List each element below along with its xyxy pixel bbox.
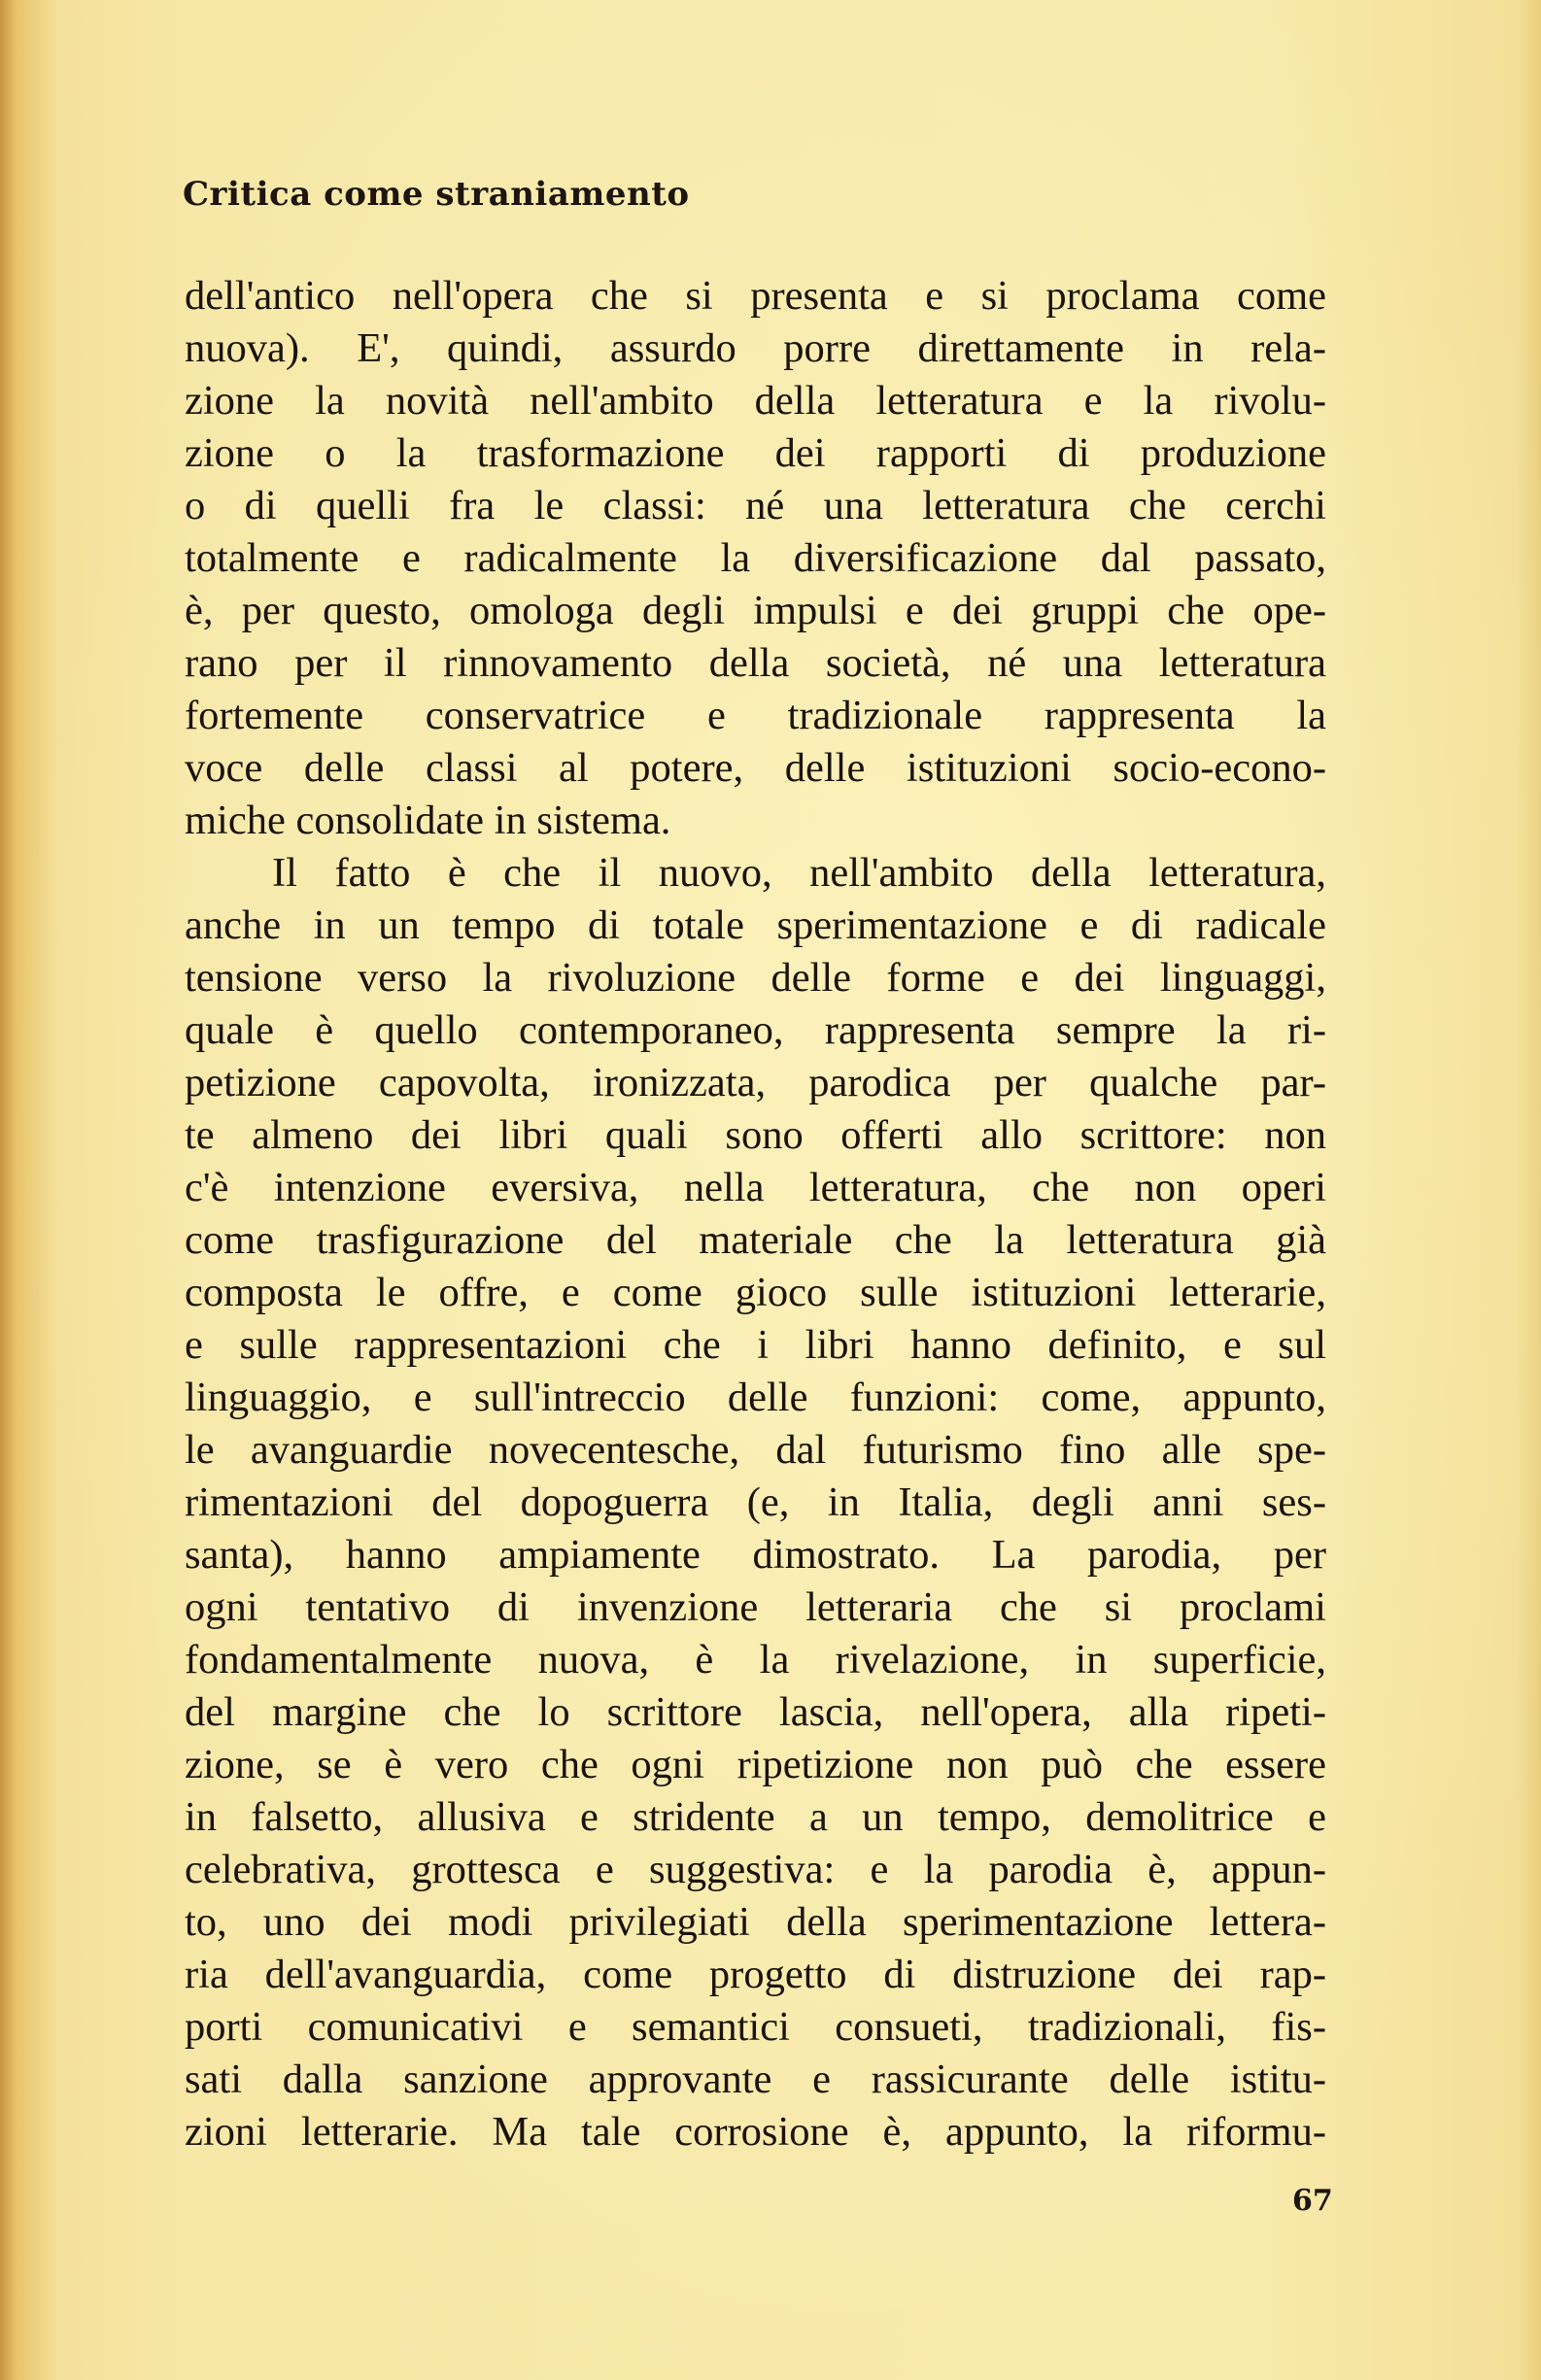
text-line: porti comunicativi e semantici consueti, tradizionali, fis- [185,2004,1326,2050]
text-line: fortemente conservatrice e tradizionale rappresenta la [185,693,1326,738]
text-line: quale è quello contemporaneo, rappresenta sempre la ri- [185,1007,1326,1053]
text-line: in falsetto, allusiva e stridente a un tempo, demolitrice e [185,1794,1326,1840]
text-line: dell'antico nell'opera che si presenta e si proclama come [185,273,1326,319]
text-line: totalmente e radicalmente la diversificazione dal passato, [185,535,1326,581]
paragraph-1 [185,270,1326,847]
text-line: rimentazioni del dopoguerra (e, in Italia, degli anni ses- [185,1479,1326,1525]
text-line: zione o la trasformazione dei rapporti di produzione [185,430,1326,476]
running-head: Critica come straniamento [183,175,690,214]
text-line: o di quelli fra le classi: né una letteratura che cerchi [185,483,1326,528]
text-line: zione, se è vero che ogni ripetizione non può che essere [185,1742,1326,1787]
text-line: rano per il rinnovamento della società, né una letteratura [185,640,1326,686]
text-line: zione la novità nell'ambito della letteratura e la rivolu- [185,378,1326,424]
text-line: Il fatto è che il nuovo, nell'ambito della letteratura, [272,850,1326,896]
text-line: nuova). E', quindi, assurdo porre direttamente in rela- [185,325,1326,371]
text-line: zioni letterarie. Ma tale corrosione è, appunto, la riformu- [185,2109,1326,2155]
page-number: 67 [1292,2184,1333,2218]
text-line: te almeno dei libri quali sono offerti allo scrittore: non [185,1112,1326,1158]
text-line: linguaggio, e sull'intreccio delle funzioni: come, appunto, [185,1375,1326,1420]
text-line: tensione verso la rivoluzione delle forme e dei linguaggi, [185,955,1326,1001]
text-line: fondamentalmente nuova, è la rivelazione, in superficie, [185,1637,1326,1683]
text-line: santa), hanno ampiamente dimostrato. La parodia, per [185,1532,1326,1578]
text-line: e sulle rappresentazioni che i libri hanno definito, e sul [185,1322,1326,1368]
text-line: c'è intenzione eversiva, nella letteratura, che non operi [185,1165,1326,1210]
text-line: è, per questo, omologa degli impulsi e dei gruppi che ope- [185,588,1326,633]
text-line: del margine che lo scrittore lascia, nell'opera, alla ripeti- [185,1689,1326,1735]
text-line: miche consolidate in sistema. [185,798,671,843]
text-line: ogni tentativo di invenzione letteraria che si proclami [185,1584,1326,1630]
text-line: celebrativa, grottesca e suggestiva: e la parodia è, appun- [185,1847,1326,1892]
text-line: anche in un tempo di totale sperimentazione e di radicale [185,902,1326,948]
text-line: le avanguardie novecentesche, dal futurismo fino alle spe- [185,1427,1326,1473]
text-line: come trasfigurazione del materiale che la letteratura già [185,1217,1326,1263]
text-line: composta le offre, e come gioco sulle istituzioni letterarie, [185,1270,1326,1315]
body-text [185,270,1326,2159]
paragraph-2 [185,847,1326,2159]
text-line: voce delle classi al potere, delle istituzioni socio-econo- [185,745,1326,791]
text-line: petizione capovolta, ironizzata, parodica per qualche par- [185,1060,1326,1105]
text-line: to, uno dei modi privilegiati della sperimentazione lettera- [185,1899,1326,1945]
text-line: ria dell'avanguardia, come progetto di distruzione dei rap- [185,1952,1326,1997]
text-line: sati dalla sanzione approvante e rassicurante delle istitu- [185,2057,1326,2102]
